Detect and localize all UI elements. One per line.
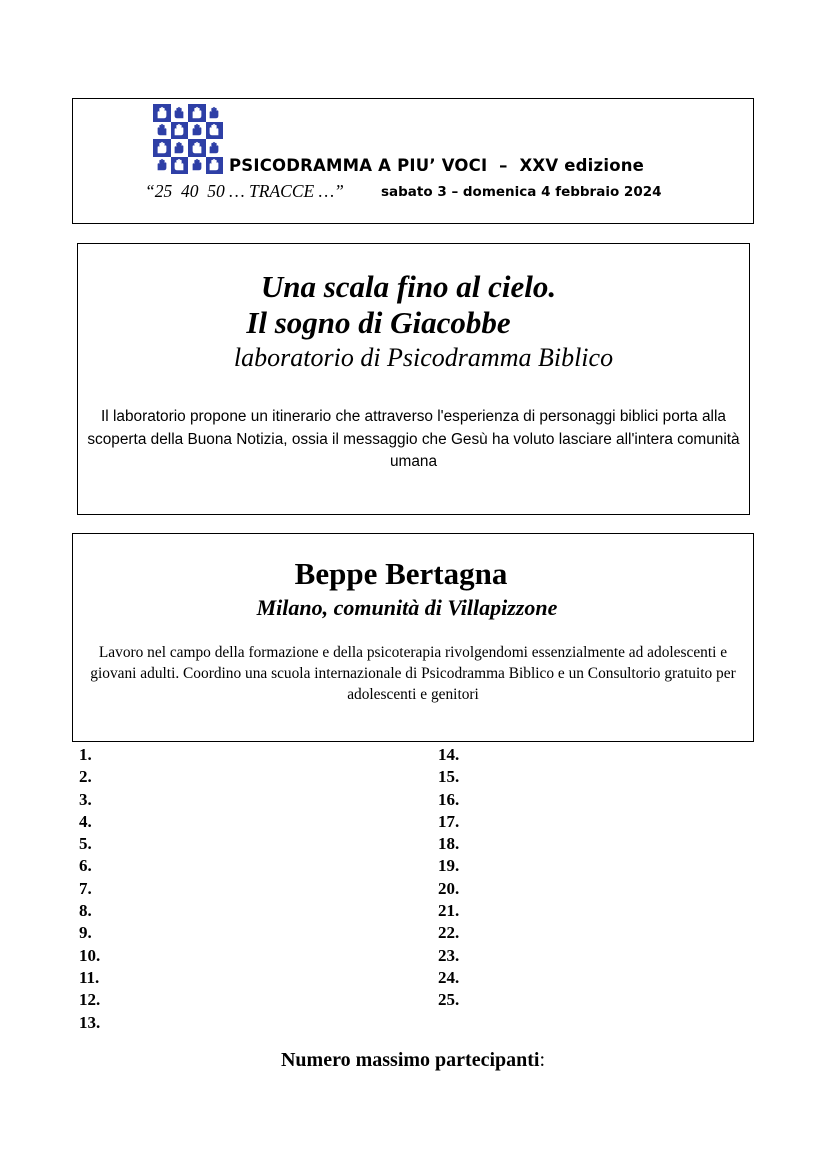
participant-number: 21. — [438, 901, 460, 921]
logo-cell — [206, 157, 224, 175]
hand-icon — [172, 123, 186, 137]
logo-cell — [188, 104, 206, 122]
participant-number: 13. — [79, 1012, 101, 1032]
hand-icon — [207, 141, 221, 155]
participant-number: 9. — [79, 923, 92, 943]
participant-number: 15. — [438, 767, 460, 787]
participant-number: 22. — [438, 923, 460, 943]
hand-icon — [155, 106, 169, 120]
participant-number: 24. — [438, 967, 460, 987]
leader-place: Milano, comunità di Villapizzone — [256, 595, 558, 620]
event-dates: sabato 3 – domenica 4 febbraio 2024 — [381, 184, 662, 200]
participant-number: 6. — [79, 856, 92, 876]
participant-number: 2. — [79, 767, 92, 787]
hand-icon — [172, 158, 186, 172]
workshop-description: Il laboratorio propone un itinerario che attraverso l'esperienza di personaggi biblici porta alla scoperta della Buona Notizia, ossia il messaggio che Gesù ha voluto lasciare all'intera comunità umana — [87, 408, 740, 470]
leader-bio: Lavoro nel campo della formazione e della psicoterapia rivolgendomi essenzialmente ad adolescenti e giovani adulti. Coordino una scuola internazionale di Psicodramma Biblico e un Consultorio gratuito per adolescenti e genitori — [90, 644, 736, 703]
hand-icon — [207, 106, 221, 120]
hand-icon — [172, 106, 186, 120]
max-participants-text: Numero massimo partecipanti — [280, 1049, 540, 1071]
participant-list-right — [438, 744, 459, 1012]
event-title: PSICODRAMMA A PIU’ VOCI – XXV edizione — [229, 156, 645, 175]
participant-number: 19. — [438, 856, 460, 876]
logo-cell — [206, 139, 224, 157]
workshop-box — [77, 243, 750, 515]
logo-cell — [171, 139, 189, 157]
logo-cell — [188, 122, 206, 140]
logo-cell — [171, 157, 189, 175]
logo-cell — [153, 122, 171, 140]
participant-number: 4. — [79, 811, 92, 831]
hands-logo — [153, 104, 223, 174]
logo-cell — [171, 122, 189, 140]
logo-cell — [153, 157, 171, 175]
participant-number: 18. — [438, 834, 460, 854]
logo-cell — [188, 157, 206, 175]
participant-number: 10. — [79, 945, 101, 965]
logo-cell — [206, 104, 224, 122]
hand-icon — [155, 158, 169, 172]
logo-cell — [153, 104, 171, 122]
participant-number: 25. — [438, 990, 460, 1010]
logo-cell — [206, 122, 224, 140]
participant-number: 16. — [438, 789, 460, 809]
logo-cell — [188, 139, 206, 157]
header-box — [72, 98, 754, 224]
participant-number: 14. — [438, 745, 460, 764]
participant-number: 12. — [79, 990, 101, 1010]
participant-number: 3. — [79, 789, 92, 809]
workshop-title-line2: Il sogno di Giacobbe — [246, 305, 511, 340]
leader-box — [72, 533, 754, 742]
max-participants-colon: : — [539, 1049, 546, 1071]
participant-number: 17. — [438, 811, 460, 831]
hand-icon — [172, 141, 186, 155]
hand-icon — [155, 123, 169, 137]
participant-number: 5. — [79, 834, 92, 854]
logo-cell — [153, 139, 171, 157]
hand-icon — [155, 141, 169, 155]
participant-number: 7. — [79, 878, 92, 898]
workshop-subtitle: laboratorio di Psicodramma Biblico — [233, 343, 614, 372]
participant-number: 11. — [79, 967, 100, 987]
hand-icon — [207, 123, 221, 137]
participant-number: 8. — [79, 901, 92, 921]
hand-icon — [190, 123, 204, 137]
participant-number: 20. — [438, 878, 460, 898]
event-motto: “25 40 50 … TRACCE …” — [145, 181, 344, 201]
participant-list-left — [79, 744, 100, 1034]
hand-icon — [190, 158, 204, 172]
logo-cell — [171, 104, 189, 122]
hand-icon — [190, 106, 204, 120]
leader-name: Beppe Bertagna — [294, 556, 508, 591]
workshop-title-line1: Una scala fino al cielo. — [260, 269, 557, 304]
hand-icon — [190, 141, 204, 155]
hand-icon — [207, 158, 221, 172]
participant-number: 1. — [79, 745, 92, 764]
max-participants-label — [0, 1049, 826, 1072]
participant-number: 23. — [438, 945, 460, 965]
